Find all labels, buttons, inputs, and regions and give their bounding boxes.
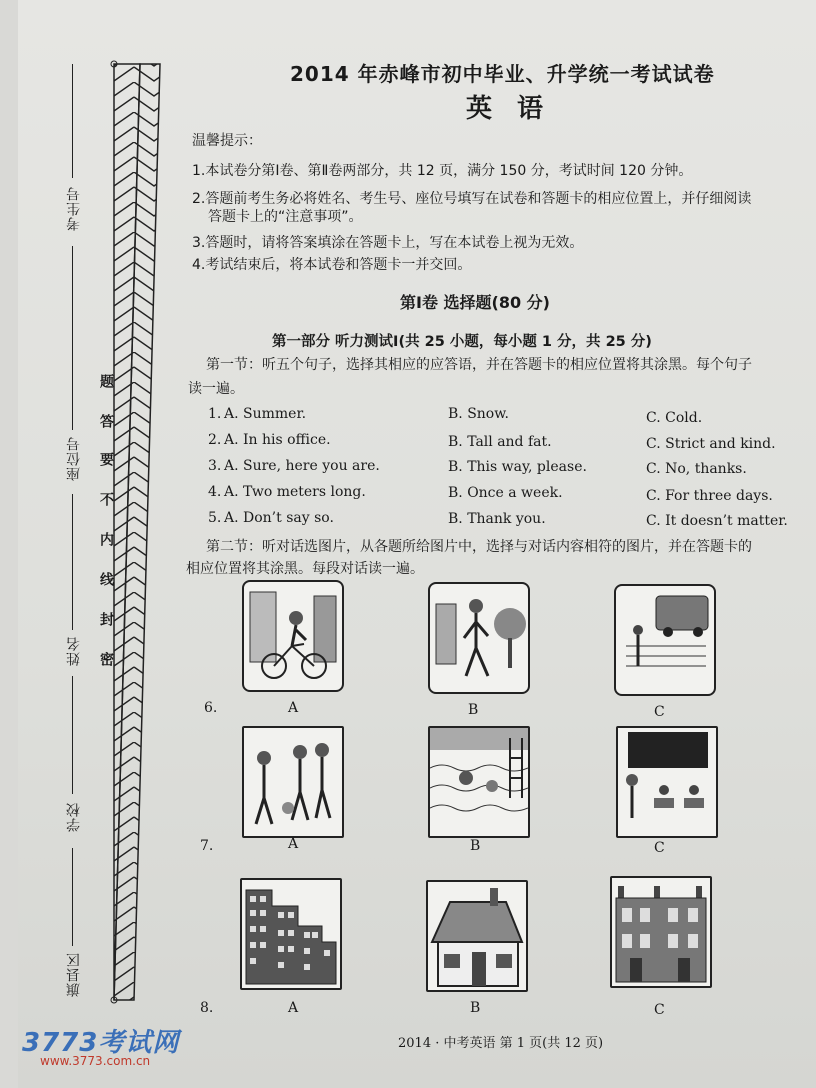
fill-line-2 xyxy=(72,246,73,430)
picture-6b-boy-walking[interactable] xyxy=(428,582,530,694)
picture-8c-townhouse[interactable] xyxy=(610,876,712,988)
exam-subject: 英 语 xyxy=(466,94,552,124)
option-b: B. Tall and fat. xyxy=(448,434,552,450)
option-a: A. Don’t say so. xyxy=(224,510,334,526)
tip-item: 答题卡上的“注意事项”。 xyxy=(208,209,363,225)
fill-line-5 xyxy=(72,848,73,946)
picture-label: A xyxy=(288,1000,299,1016)
fill-line-1 xyxy=(72,64,73,178)
option-c: C. No, thanks. xyxy=(646,461,747,477)
tip-item: 1.本试卷分第Ⅰ卷、第Ⅱ卷两部分，共 12 页，满分 150 分，考试时间 120 分钟。 xyxy=(192,163,693,179)
seal-char: 线 xyxy=(98,572,114,586)
question-number: 8. xyxy=(200,1000,214,1016)
option-c: C. Strict and kind. xyxy=(646,436,776,452)
site-watermark-url: www.3773.com.cn xyxy=(40,1054,151,1068)
picture-label: A xyxy=(288,836,299,852)
option-b: B. This way, please. xyxy=(448,459,587,475)
picture-7a-children-playing[interactable] xyxy=(242,726,344,838)
picture-label: C xyxy=(654,840,665,856)
question-number: 7. xyxy=(200,838,214,854)
option-b: B. Thank you. xyxy=(448,511,546,527)
seal-char: 封 xyxy=(98,612,114,626)
picture-label: B xyxy=(470,838,481,854)
question-number: 5. xyxy=(208,510,222,526)
question-number: 2. xyxy=(208,432,222,448)
seal-char: 答 xyxy=(98,414,114,428)
site-watermark-logo: 3773考试网 xyxy=(22,1028,180,1058)
listening-section-title: 第一部分 听力测试Ⅰ(共 25 小题，每小题 1 分，共 25 分) xyxy=(272,334,652,350)
tip-item: 3.答题时，请将答案填涂在答题卡上，写在本试卷上视为无效。 xyxy=(192,235,584,251)
seal-char: 题 xyxy=(98,374,114,388)
option-a: A. Sure, here you are. xyxy=(224,458,380,474)
label-student-number: 考生号 xyxy=(66,186,82,231)
option-c: C. It doesn’t matter. xyxy=(646,513,788,529)
page-footer: 2014 · 中考英语 第 1 页(共 12 页) xyxy=(398,1036,604,1051)
seal-char: 要 xyxy=(98,452,114,466)
question-number: 6. xyxy=(204,700,218,716)
label-name: 姓名 xyxy=(66,636,82,666)
picture-6c-bus-stop[interactable] xyxy=(614,584,716,696)
option-a: A. Two meters long. xyxy=(224,484,366,500)
tip-item: 2.答题前考生务必将姓名、考生号、座位号填写在试卷和答题卡的相应位置上，并仔细阅读 xyxy=(192,191,752,207)
label-school: 学校 xyxy=(66,802,82,832)
tips-heading: 温馨提示： xyxy=(192,133,262,149)
seal-char: 不 xyxy=(98,492,114,506)
picture-7c-classroom[interactable] xyxy=(616,726,718,838)
label-seat-number: 座位号 xyxy=(66,436,82,481)
question-number: 4. xyxy=(208,484,222,500)
picture-8b-cottage-house[interactable] xyxy=(426,880,528,992)
seal-char: 密 xyxy=(98,652,114,666)
option-a: A. Summer. xyxy=(224,406,307,422)
picture-label: C xyxy=(654,704,665,720)
label-district: 旗县区 xyxy=(66,952,82,997)
section2-instruction: 第二节：听对话选图片，从各题所给图片中，选择与对话内容相符的图片，并在答题卡的 xyxy=(206,539,752,555)
seal-char: 内 xyxy=(98,532,114,546)
option-c: C. Cold. xyxy=(646,410,703,426)
option-c: C. For three days. xyxy=(646,488,773,504)
option-b: B. Snow. xyxy=(448,406,509,422)
picture-label: B xyxy=(468,702,479,718)
picture-label: C xyxy=(654,1002,665,1018)
picture-7b-swimming-pool[interactable] xyxy=(428,726,530,838)
exam-title: 2014 年赤峰市初中毕业、升学统一考试试卷 xyxy=(290,62,715,86)
section2-instruction-cont: 相应位置将其涂黑。每段对话读一遍。 xyxy=(186,561,424,577)
picture-label: B xyxy=(470,1000,481,1016)
fill-line-3 xyxy=(72,494,73,630)
option-a: A. In his office. xyxy=(224,432,331,448)
picture-label: A xyxy=(288,700,299,716)
fill-line-4 xyxy=(72,676,73,794)
picture-8a-apartment-building[interactable] xyxy=(240,878,342,990)
section1-instruction: 第一节：听五个句子，选择其相应的应答语，并在答题卡的相应位置将其涂黑。每个句子 xyxy=(206,357,752,373)
option-b: B. Once a week. xyxy=(448,485,563,501)
picture-6a-boy-riding-bicycle[interactable] xyxy=(242,580,344,692)
question-number: 1. xyxy=(208,406,222,422)
tip-item: 4.考试结束后，将本试卷和答题卡一并交回。 xyxy=(192,257,472,273)
question-number: 3. xyxy=(208,458,222,474)
part1-title: 第Ⅰ卷 选择题(80 分) xyxy=(400,293,550,312)
section1-instruction-cont: 读一遍。 xyxy=(188,381,244,397)
